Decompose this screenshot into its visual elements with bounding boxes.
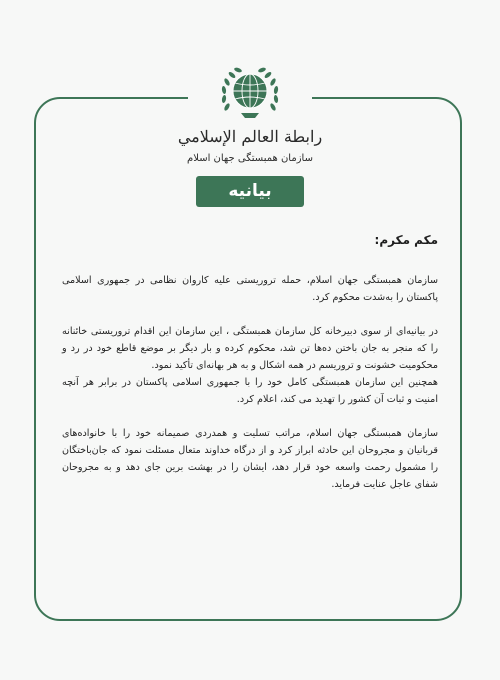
paragraph-3: همچنین این سازمان همبستگی کامل خود را با جمهوری اسلامی پاکستان در برابر هر آنچه امنیت و ثبات آن کشور را تهدید می کند، اعلام کرد.	[62, 377, 438, 405]
spacer	[62, 408, 438, 425]
paragraph-2: در بیانیه‌ای از سوی دبیرخانه کل سازمان همبستگی ، این سازمان این اقدام تروریستی خائنانه را که منجر به جان باختن ده‌ها تن شد، محکوم کرده و بار دیگر بر موضع قاطع خود در رد و محکومیت خشونت و تروریسم در همه اشکال و به هر بهانه‌ای تأکید نمود.	[62, 326, 438, 371]
statement-body	[62, 230, 438, 493]
paragraph-4: سازمان همبستگی جهان اسلام، مراتب تسلیت و همدردی صمیمانه خود را با خانواده‌های قربانیان و مجروحان این حادثه ابراز کرد و از درگاه خداوند متعال مسئلت نمود که جان‌باختگان را مشمول رحمت واسعه خود قرار دهد، ایشان را در بهشت برین جای دهد و به مجروحان شفای عاجل عنایت فرماید.	[62, 428, 438, 490]
paragraph-1: سازمان همبستگی جهان اسلام، حمله تروریستی علیه کاروان نظامی در جمهوری اسلامی پاکستان را به‌شدت محکوم کرد.	[62, 275, 438, 303]
organization-arabic-name: رابطة العالم الإسلامي	[177, 127, 323, 146]
statement-banner: بیانیه	[196, 176, 304, 207]
globe-laurel-emblem-icon	[215, 63, 285, 123]
salutation: مکم مکرم:	[374, 233, 438, 247]
spacer	[62, 306, 438, 323]
organization-persian-name: سازمان همبستگی جهان اسلام	[187, 153, 313, 164]
